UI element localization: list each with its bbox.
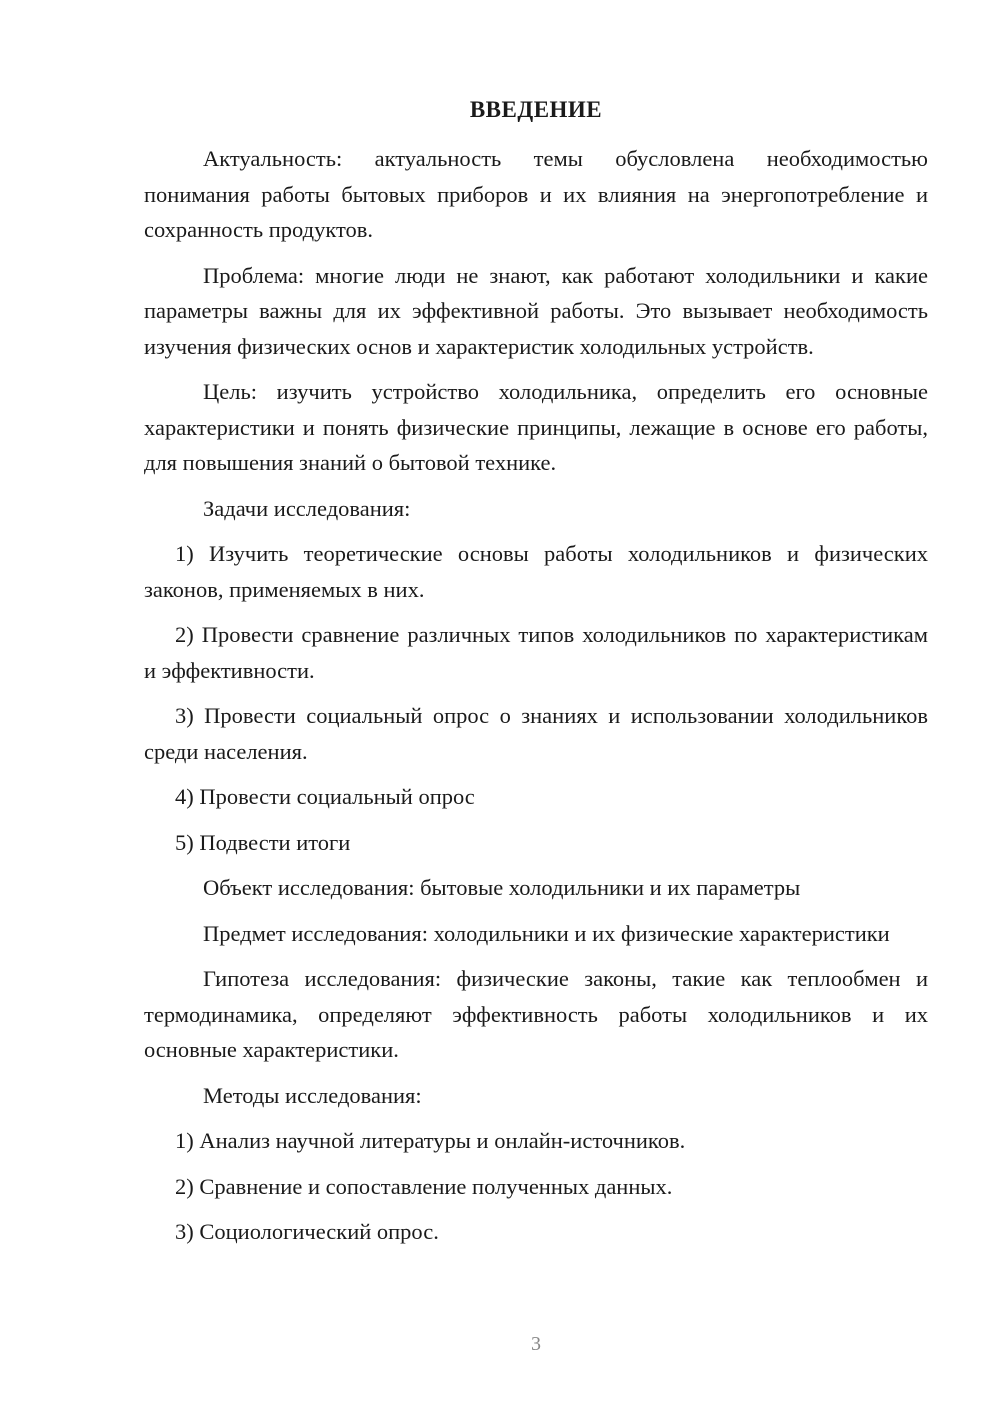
paragraph-relevance: Актуальность: актуальность темы обусловлена необходимостью понимания работы бытовых приборов и их влияния на энергопотребление и сохранность продуктов. bbox=[144, 146, 928, 242]
list-item-method-3: 3) Социологический опрос. bbox=[175, 1219, 439, 1244]
list-item-method-1: 1) Анализ научной литературы и онлайн-источников. bbox=[175, 1128, 686, 1153]
page-number: 3 bbox=[531, 1333, 541, 1355]
list-item-task-2: 2) Провести сравнение различных типов холодильников по характеристикам и эффективности. bbox=[144, 622, 928, 683]
list-item-task-4: 4) Провести социальный опрос bbox=[175, 784, 475, 809]
list-item-task-1: 1) Изучить теоретические основы работы холодильников и физических законов, применяемых в них. bbox=[144, 541, 928, 602]
list-item-method-2: 2) Сравнение и сопоставление полученных данных. bbox=[175, 1173, 673, 1199]
paragraph-hypothesis: Гипотеза исследования: физические законы, такие как теплообмен и термодинамика, определяют эффективность работы холодильников и их основные характеристики. bbox=[144, 966, 928, 1062]
page-title: ВВЕДЕНИЕ bbox=[469, 97, 603, 122]
paragraph-problem: Проблема: многие люди не знают, как работают холодильники и какие параметры важны для их эффективной работы. Это вызывает необходимость изучения физических основ и характеристик холодильных устройств. bbox=[144, 262, 928, 359]
paragraph-methods-heading: Методы исследования: bbox=[203, 1082, 422, 1108]
document-body bbox=[144, 141, 928, 1260]
paragraph-goal: Цель: изучить устройство холодильника, определить его основные характеристики и понять физические принципы, лежащие в основе его работы, для повышения знаний о бытовой технике. bbox=[144, 379, 928, 475]
paragraph-tasks-heading: Задачи исследования: bbox=[203, 495, 411, 521]
list-item-task-3: 3) Провести социальный опрос о знаниях и использовании холодильников среди населения. bbox=[144, 703, 928, 764]
list-item-task-5: 5) Подвести итоги bbox=[175, 829, 351, 855]
paragraph-object: Объект исследования: бытовые холодильники и их параметры bbox=[203, 875, 801, 900]
paragraph-subject: Предмет исследования: холодильники и их физические характеристики bbox=[203, 920, 890, 946]
